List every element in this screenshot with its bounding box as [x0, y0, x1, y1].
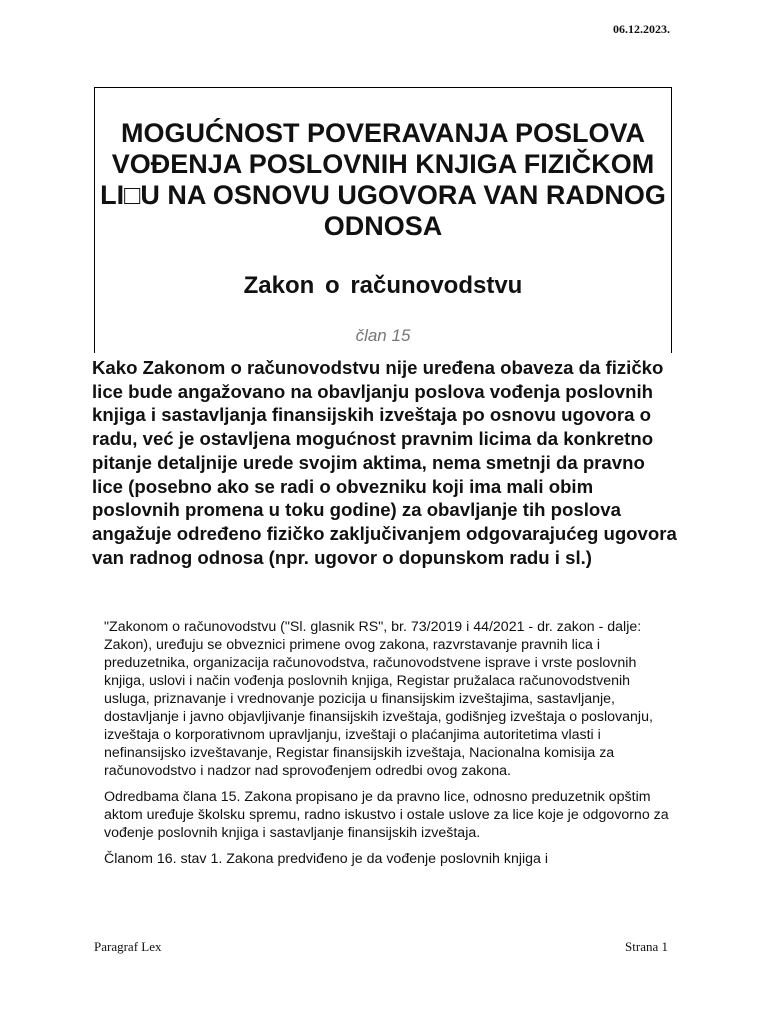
page-number: Strana 1 — [625, 939, 668, 954]
question-text: Kako Zakonom o računovodstvu nije uređena obaveza da fizičko lice bude angažovano na obavljanju poslova vođenja poslovnih knjiga i sastavljanja finansijskih izveštaja po osnovu ugovora o radu, već je ostavljena mogućnost pravnim licima da konkretno pitanje detaljnije urede svojim aktima, nema smetnji da pravno lice (posebno ako se radi o obvezniku koji ima mali obim poslovnih promena u toku godine) za obavljanje tih poslova angažuje određeno fizičko zaključivanjem odgovarajućeg ugovora van radnog odnosa (npr. ugovor o dopunskom radu i sl.) — [92, 357, 677, 568]
answer-paragraph: Odredbama člana 15. Zakona propisano je da pravno lice, odnosno preduzetnik opštim aktom uređuje školsku spremu, radno iskustvo i ostale uslove za lice koje je odgovorno za vođenje poslovnih knjiga i sastavljanje finansijskih izveštaja. — [104, 789, 669, 841]
footer-source: Paragraf Lex — [94, 939, 162, 954]
article-reference: član 15 — [355, 326, 411, 345]
law-name: Zakon o računovodstvu — [243, 272, 523, 299]
title-box — [94, 87, 672, 353]
answer-paragraph: Članom 16. stav 1. Zakona predviđeno je da vođenje poslovnih knjiga i — [104, 851, 549, 867]
document-date: 06.12.2023. — [613, 22, 670, 36]
document-title: MOGUĆNOST POVERAVANJA POSLOVA VOĐENJA POSLOVNIH KNJIGA FIZIČKOM LI□U NA OSNOVU UGOVORA VAN RADNOG ODNOSA — [100, 118, 666, 241]
answer-paragraph: "Zakonom o računovodstvu ("Sl. glasnik RS", br. 73/2019 i 44/2021 - dr. zakon - dalje: Zakon), uređuju se obveznici primene ovog zakona, razvrstavanje pravnih lica i preduzetnika, organizacija računovodstva, računovodstvene isprave i vrste poslovnih knjiga, uslovi i način vođenja poslovnih knjiga, Registar pružalaca računovodstvenih usluga, priznavanje i vrednovanje pozicija u finansijskim izveštajima, sastavljanje, dostavljanje i javno objavljivanje finansijskih izveštaja, godišnjeg izveštaja o poslovanju, izveštaja o korporativnom upravljanju, izveštaji o plaćanjima autoritetima vlasti i nefinansijsko izveštavanje, Registar finansijskih izveštaja, Nacionalna komisija za računovodstvo i nadzor nad sprovođenjem odredbi ovog zakona. — [104, 619, 653, 779]
answer-text — [104, 618, 672, 876]
